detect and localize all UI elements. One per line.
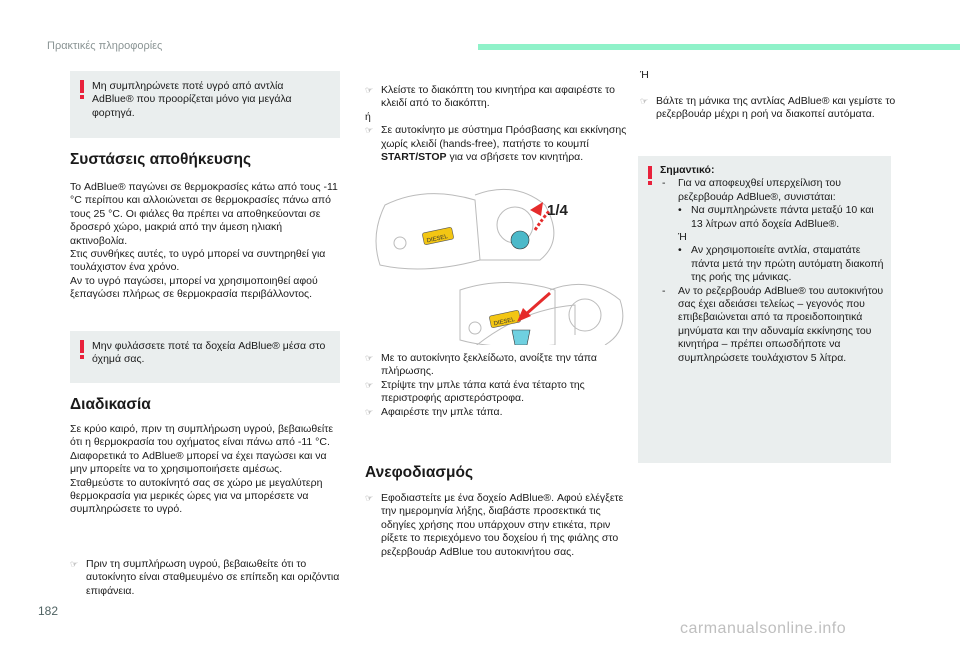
warning-box-storage	[70, 331, 340, 383]
middle-steps-cap	[365, 352, 635, 419]
step-item	[70, 558, 342, 598]
heading-refuel: Ανεφοδιασμός	[365, 464, 474, 481]
note-text: Να συμπληρώνετε πάντα μεταξύ 10 και 13 λίτρων από δοχεία AdBlue®.	[691, 204, 874, 230]
pointing-hand-icon: ☞	[365, 493, 374, 503]
note-subitem: • Να συμπληρώνετε πάντα μεταξύ 10 και 13 λίτρων από δοχεία AdBlue®.	[678, 204, 874, 230]
step-item	[365, 84, 635, 111]
warning-text: Μη συμπληρώνετε ποτέ υγρό από αντλία AdBlue® που προορίζεται μόνο για μεγάλα φορτηγά.	[92, 80, 292, 119]
note-item: - Αν το ρεζερβουάρ AdBlue® του αυτοκινήτου σας έχει αδειάσει τελείως – γεγονός που επιβεβαιώνεται από τα προειδοποιητικά μηνύματα και την αδυναμία εκκίνησης του κινητήρα – πρέπει οπωσδήποτε να συμπληρώσετε τουλάχιστον 5 λίτρα.	[662, 284, 884, 364]
or-separator: ή	[365, 110, 371, 123]
middle-steps-top	[365, 84, 635, 164]
paragraph: Σταθμεύστε το αυτοκίνητό σας σε χώρο με μεγαλύτερη θερμοκρασία για μερικές ώρες για να μπορέσετε να συμπληρώσετε το υγρό.	[70, 476, 323, 516]
heading-storage: Συστάσεις αποθήκευσης	[70, 151, 252, 168]
step-text: Στρίψτε την μπλε τάπα κατά ένα τέταρτο της περιστροφής αριστερόστροφα.	[381, 378, 585, 405]
warning-icon	[79, 340, 84, 359]
warning-icon	[79, 80, 84, 99]
page-number: 182	[38, 604, 59, 618]
warning-box-pump	[70, 71, 340, 138]
step-item	[640, 95, 906, 122]
step-text: Σε αυτοκίνητο με σύστημα Πρόσβασης και εκκίνησης χωρίς κλειδί (hands-free), πατήστε το κουμπί	[381, 124, 627, 150]
note-title: Σημαντικό:	[660, 164, 715, 176]
step-text: για να σβήσετε τον κινητήρα.	[446, 151, 584, 164]
step-item	[365, 352, 635, 379]
step-item	[365, 492, 637, 559]
heading-procedure: Διαδικασία	[70, 396, 151, 413]
blue-cap-removed	[512, 330, 530, 345]
or-separator: Ή	[678, 231, 687, 244]
step-item	[365, 124, 635, 164]
step-text: Πριν τη συμπλήρωση υγρού, βεβαιωθείτε ότι το αυτοκίνητο είναι σταθμευμένο σε επίπεδη και οριζόντια επιφάνεια.	[86, 558, 340, 597]
storage-text	[70, 181, 342, 302]
blue-cap	[511, 231, 529, 249]
step-text: Εφοδιαστείτε με ένα δοχείο AdBlue®. Αφού ελέγξετε την ημερομηνία λήξης, διαβάστε προσεκτικά τις οδηγίες χρήσης που υπάρχουν στην ετικέτα, πριν ρίξετε το περιεχόμενο του δοχείου ή της φιάλης στο ρεζερβουάρ AdBlue του αυτοκινήτου σας.	[381, 492, 624, 558]
diesel-label-text: DIESEL	[426, 234, 449, 245]
note-subitem: • Αν χρησιμοποιείτε αντλία, σταματάτε πάντα μετά την πρώτη αυτόματη διακοπή της ροής της μάνικας.	[678, 244, 884, 284]
pointing-hand-icon: ☞	[70, 559, 79, 569]
pointing-hand-icon: ☞	[640, 96, 649, 106]
important-note-box	[638, 156, 891, 463]
section-accent-bar	[478, 44, 960, 50]
paragraph: Σε κρύο καιρό, πριν τη συμπλήρωση υγρού, βεβαιωθείτε ότι η θερμοκρασία του οχήματος είναι πάνω από -11 °C. Διαφορετικά το AdBlue® μπορεί να έχει παγώσει και να μην μπορείτε να το χρησιμοποιήσετε αμέσως.	[70, 423, 334, 476]
start-stop-label: START/STOP	[381, 151, 447, 164]
section-title: Πρακτικές πληροφορίες	[47, 40, 163, 52]
step-item	[365, 406, 635, 419]
note-content	[660, 164, 885, 365]
pointing-hand-icon: ☞	[365, 353, 374, 363]
note-text: Αν το ρεζερβουάρ AdBlue® του αυτοκινήτου σας έχει αδειάσει τελείως – γεγονός που επιβεβαιώνεται από τα προειδοποιητικά μηνύματα και την αδυναμία εκκίνησης του κινητήρα – πρέπει οπωσδήποτε να συμπληρώσετε τουλάχιστον 5 λίτρα.	[678, 284, 884, 364]
procedure-text	[70, 423, 342, 517]
note-text: Αν χρησιμοποιείτε αντλία, σταματάτε πάντα μετά την πρώτη αυτόματη διακοπή της ροής της μάνικας.	[691, 244, 884, 284]
paragraph: Το AdBlue® παγώνει σε θερμοκρασίες κάτω από τους -11 °C περίπου και αλλοιώνεται σε θερμοκρασίες πάνω από τους 25 °C. Οι φιάλες θα πρέπει να αποθηκεύονται σε δροσερό χώρο, μακριά από την άμεση ηλιακή ακτινοβολία.	[70, 181, 338, 247]
or-separator: Ή	[640, 69, 649, 81]
note-item: - Για να αποφευχθεί υπερχείλιση του ρεζερβουάρ AdBlue®, συνιστάται:	[662, 177, 841, 203]
step-text: Βάλτε τη μάνικα της αντλίας AdBlue® και γεμίστε το ρεζερβουάρ μέχρι η ροή να διακοπεί αυτόματα.	[656, 95, 896, 121]
step-text: Αφαιρέστε την μπλε τάπα.	[381, 405, 503, 418]
step-text: Κλείστε το διακόπτη του κινητήρα και αφαιρέστε το κλειδί από το διακόπτη.	[381, 84, 616, 110]
note-text: Για να αποφευχθεί υπερχείλιση του ρεζερβουάρ AdBlue®, συνιστάται:	[678, 177, 841, 203]
warning-icon	[647, 166, 652, 185]
step-text: Με το αυτοκίνητο ξεκλείδωτο, ανοίξτε την τάπα πλήρωσης.	[381, 352, 597, 378]
warning-text: Μην φυλάσσετε ποτέ τα δοχεία AdBlue® μέσα στο όχημά σας.	[92, 340, 326, 366]
pointing-hand-icon: ☞	[365, 406, 374, 417]
fuel-flap-illustration	[365, 180, 635, 345]
remove-arrow-icon	[525, 293, 550, 315]
pointing-hand-icon: ☞	[365, 85, 374, 95]
paragraph: Αν το υγρό παγώσει, μπορεί να χρησιμοποιηθεί αφού ξεπαγώσει πλήρως σε θερμοκρασία περιβάλλοντος.	[70, 274, 318, 301]
diesel-label-text: DIESEL	[493, 317, 516, 328]
pointing-hand-icon: ☞	[365, 379, 374, 390]
pointing-hand-icon: ☞	[365, 125, 374, 136]
quarter-turn-label: 1/4	[547, 202, 568, 219]
watermark: carmanualsonline.info	[680, 620, 847, 637]
step-item	[365, 379, 635, 406]
paragraph: Στις συνθήκες αυτές, το υγρό μπορεί να συντηρηθεί για τουλάχιστον ένα χρόνο.	[70, 248, 326, 274]
